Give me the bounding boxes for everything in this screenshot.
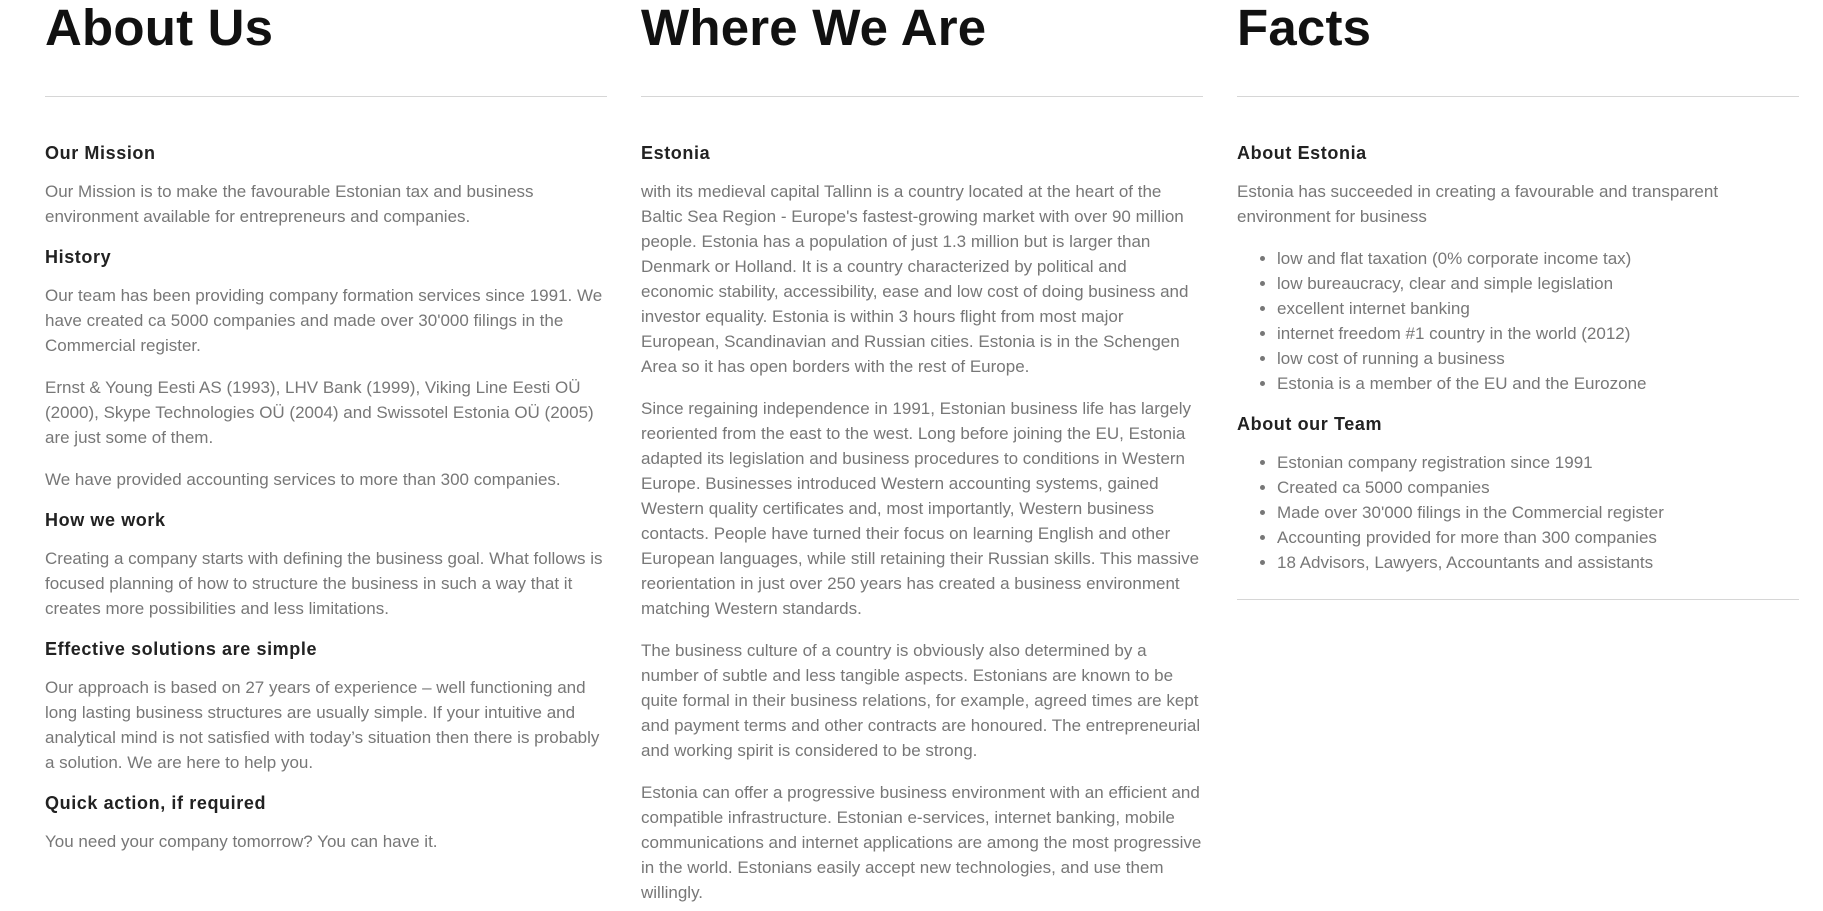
list-item: • low cost of running a business bbox=[1277, 346, 1799, 371]
how-we-work-heading: How we work bbox=[45, 510, 166, 530]
our-mission-text: Our Mission is to make the favourable Estonian tax and business environment available for entrepreneurs and companies. bbox=[45, 182, 534, 226]
divider bbox=[45, 96, 607, 97]
history-text-1: Our team has been providing company formation services since 1991. We have created ca 5000 companies and made over 30'000 filings in the Commercial register. bbox=[45, 286, 603, 355]
estonia-text-2: Since regaining independence in 1991, Estonian business life has largely reoriented from the east to the west. Long before joining the EU, Estonia adapted its legislation and business procedures to conditions in Western Europe. Businesses introduced Western accounting systems, gained Western quality certificates and, most importantly, Western business contacts. People have turned their focus on learning English and other European languages, while still retaining their Russian skills. This massive reorientation in just over 250 years has created a business environment matching Western standards. bbox=[641, 399, 1200, 618]
about-team-heading: About our Team bbox=[1237, 414, 1383, 434]
estonia-text-4: Estonia can offer a progressive business environment with an efficient and compatible infrastructure. Estonian e-services, internet banking, mobile communications and internet applications are among the most progressive in the world. Estonians easily accept new technologies, and use them willingly. bbox=[641, 783, 1202, 902]
about-us-column bbox=[45, 0, 607, 871]
list-item: • Made over 30'000 filings in the Commercial register bbox=[1277, 500, 1799, 525]
where-we-are-column bbox=[641, 0, 1203, 911]
about-team-list bbox=[1237, 450, 1799, 575]
list-item: • internet freedom #1 country in the world (2012) bbox=[1277, 321, 1799, 346]
effective-solutions-heading: Effective solutions are simple bbox=[45, 639, 318, 659]
about-us-title: About Us bbox=[45, 0, 274, 56]
facts-title: Facts bbox=[1237, 0, 1372, 56]
list-item: • Created ca 5000 companies bbox=[1277, 475, 1799, 500]
list-item: • Accounting provided for more than 300 companies bbox=[1277, 525, 1799, 550]
list-item: • excellent internet banking bbox=[1277, 296, 1799, 321]
our-mission-heading: Our Mission bbox=[45, 143, 156, 163]
where-we-are-title: Where We Are bbox=[641, 0, 987, 56]
list-item: • low and flat taxation (0% corporate income tax) bbox=[1277, 246, 1799, 271]
estonia-heading: Estonia bbox=[641, 143, 711, 163]
history-heading: History bbox=[45, 247, 112, 267]
about-estonia-heading: About Estonia bbox=[1237, 143, 1367, 163]
how-we-work-text: Creating a company starts with defining the business goal. What follows is focused planning of how to structure the business in such a way that it creates more possibilities and less limitations. bbox=[45, 549, 603, 618]
where-we-are-content bbox=[641, 142, 1203, 905]
list-item: • 18 Advisors, Lawyers, Accountants and assistants bbox=[1277, 550, 1799, 575]
facts-content bbox=[1237, 142, 1799, 600]
about-estonia-intro: Estonia has succeeded in creating a favourable and transparent environment for business bbox=[1237, 182, 1719, 226]
divider bbox=[641, 96, 1203, 97]
facts-column bbox=[1237, 0, 1799, 600]
quick-action-text: You need your company tomorrow? You can have it. bbox=[45, 832, 438, 851]
divider bbox=[1237, 599, 1799, 600]
quick-action-heading: Quick action, if required bbox=[45, 793, 267, 813]
list-item: • Estonia is a member of the EU and the Eurozone bbox=[1277, 371, 1799, 396]
about-estonia-list bbox=[1237, 246, 1799, 396]
effective-solutions-text: Our approach is based on 27 years of experience – well functioning and long lasting business structures are usually simple. If your intuitive and analytical mind is not satisfied with today’s situation then there is probably a solution. We are here to help you. bbox=[45, 678, 600, 772]
list-item: • Estonian company registration since 1991 bbox=[1277, 450, 1799, 475]
history-text-3: We have provided accounting services to more than 300 companies. bbox=[45, 470, 561, 489]
divider bbox=[1237, 96, 1799, 97]
list-item: • low bureaucracy, clear and simple legislation bbox=[1277, 271, 1799, 296]
history-text-2: Ernst & Young Eesti AS (1993), LHV Bank (1999), Viking Line Eesti OÜ (2000), Skype Technologies OÜ (2004) and Swissotel Estonia OÜ (2005) are just some of them. bbox=[45, 378, 594, 447]
estonia-text-1: with its medieval capital Tallinn is a country located at the heart of the Baltic Sea Region - Europe's fastest-growing market with over 90 million people. Estonia has a population of just 1.3 million but is larger than Denmark or Holland. It is a country characterized by political and economic stability, accessibility, ease and low cost of doing business and investor equality. Estonia is within 3 hours flight from most major European, Scandinavian and Russian cities. Estonia is in the Schengen Area so it has open borders with the rest of Europe. bbox=[641, 182, 1189, 376]
about-us-content bbox=[45, 142, 607, 854]
estonia-text-3: The business culture of a country is obviously also determined by a number of subtle and less tangible aspects. Estonians are known to be quite formal in their business relations, for example, agreed times are kept and payment terms and other contracts are honoured. The entrepreneurial and working spirit is considered to be strong. bbox=[641, 641, 1201, 760]
